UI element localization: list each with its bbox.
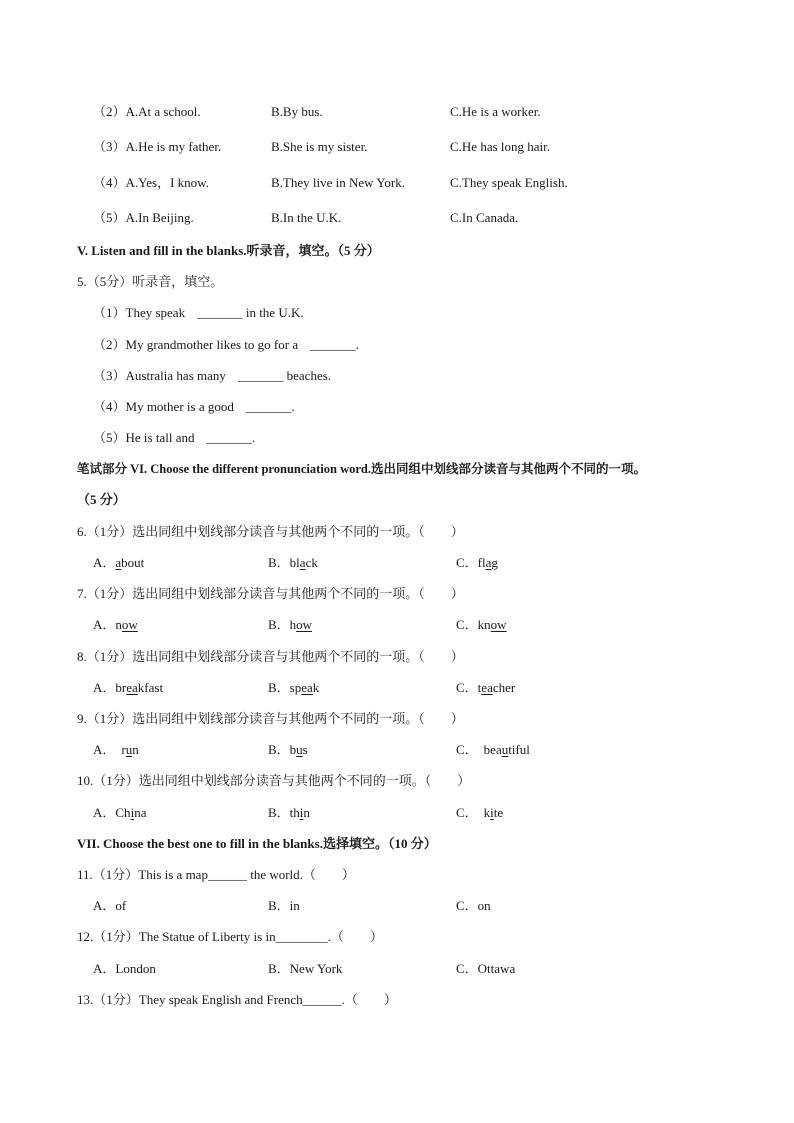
option-a: A.At a school. [125,104,201,119]
option-a [93,617,138,633]
option-c [456,680,515,696]
section-6-heading: 笔试部分 VI. Choose the different pronunciation word.选出同组中划线部分读音与其他两个不同的一项。 [77,462,646,476]
option-label: A． [93,805,116,820]
item-4-3 [93,139,221,155]
word-part: kfast [137,680,164,695]
fill-item [93,430,255,446]
option-a: A.In Beijing. [125,210,194,225]
underlined-part: a [115,555,122,570]
option-b [268,555,318,571]
option-a: A.Yes，I know. [125,175,209,190]
option-label: C． [456,617,478,632]
word-part: n [132,742,139,757]
item-text: . [251,430,256,445]
underlined-part: ea [481,680,493,695]
option-a [93,805,146,821]
blank: _______ [206,430,252,445]
question-stem: 9.（1分）选出同组中划线部分读音与其他两个不同的一项。（ ） [77,711,464,726]
item-4-4 [93,175,209,191]
option-b [268,961,342,977]
underlined-part: u [125,742,133,757]
option-b: B.She is my sister. [271,139,368,154]
option-b: B.By bus. [271,104,323,119]
option-label: A． [93,961,116,976]
word-part: br [115,680,127,695]
question-stem: 12.（1分）The Statue of Liberty is in________.（ ） [77,929,383,944]
section-6-heading-score: （5 分） [77,492,126,507]
question-stem: 6.（1分）选出同组中划线部分读音与其他两个不同的一项。（ ） [77,524,464,539]
blank: _______ [197,305,243,320]
section-7-heading: VII. Choose the best one to fill in the blanks.选择填空。（10 分） [77,836,437,851]
underlined-part: ow [121,617,138,632]
item-number: （2） [93,337,126,352]
word-part: sp [289,680,302,695]
underlined-part: a [485,555,492,570]
option-b: B.In the U.K. [271,210,342,225]
item-text: My mother is a good [125,399,234,414]
option-label: A． [93,742,116,757]
underlined-part: ow [296,617,313,632]
item-text: Australia has many [125,368,226,383]
word-part: t [477,680,482,695]
fill-item [93,305,304,321]
option-c [456,898,491,914]
option-text: London [115,961,156,976]
underlined-part: u [296,742,303,757]
option-label: B． [268,961,290,976]
item-number: （3） [93,368,126,383]
option-a [93,742,139,758]
option-text: New York [289,961,343,976]
word-part: r [121,742,126,757]
word-part: tiful [508,742,530,757]
fill-item [93,337,359,353]
item-number: （4） [93,399,126,414]
option-c: C.In Canada. [450,210,519,225]
option-label: C． [456,961,478,976]
option-b [268,680,319,696]
option-c [456,961,515,977]
option-label: B． [268,680,290,695]
option-label: B． [268,742,290,757]
underlined-part: a [299,555,306,570]
option-c: C.He is a worker. [450,104,541,119]
fill-item [93,368,331,384]
option-c [456,805,503,821]
question-stem: 7.（1分）选出同组中划线部分读音与其他两个不同的一项。（ ） [77,586,464,601]
word-part: s [302,742,308,757]
word-part: g [491,555,498,570]
word-part: Ch [115,805,131,820]
option-label: A． [93,617,116,632]
option-label: A． [93,898,116,913]
option-label: A． [93,680,116,695]
option-a [93,680,163,696]
word-part: bl [289,555,300,570]
question-stem: 10.（1分）选出同组中划线部分读音与其他两个不同的一项。（ ） [77,773,471,788]
word-part: bea [483,742,502,757]
underlined-part: i [490,805,494,820]
word-part: kn [477,617,491,632]
blank: _______ [310,337,356,352]
blank: _______ [245,399,292,414]
word-part: cher [492,680,516,695]
underlined-part: i [299,805,304,820]
option-label: C． [456,555,478,570]
item-number: （5） [93,430,126,445]
question-stem: 11.（1分）This is a map______ the world.（ ） [77,867,355,882]
word-part: k [483,805,491,820]
option-b [268,617,312,633]
word-part: te [493,805,504,820]
option-label: B． [268,898,290,913]
underlined-part: ea [126,680,138,695]
word-part: b [289,742,297,757]
option-text: in [289,898,300,913]
option-label: C． [456,898,478,913]
option-b [268,742,308,758]
item-number: （5） [93,210,126,225]
underlined-part: ow [490,617,507,632]
option-c [456,555,498,571]
underlined-part: u [501,742,509,757]
word-part: ck [305,555,318,570]
item-text: beaches. [286,368,332,383]
item-text: . [291,399,295,414]
option-b [268,805,310,821]
question-stem: 8.（1分）选出同组中划线部分读音与其他两个不同的一项。（ ） [77,649,464,664]
option-text: of [115,898,127,913]
item-text: My grandmother likes to go for a [125,337,299,352]
option-a [93,898,126,914]
underlined-part: i [130,805,135,820]
word-part: bout [121,555,145,570]
item-text: in the U.K. [245,305,304,320]
item-4-5 [93,210,194,226]
word-part: na [134,805,147,820]
word-part: n [303,805,310,820]
item-text: They speak [125,305,186,320]
word-part: th [289,805,300,820]
option-label: C． [456,680,478,695]
item-4-2 [93,104,201,120]
section-5-heading: V. Listen and fill in the blanks.听录音，填空。（5 分） [77,243,380,258]
word-part: h [289,617,297,632]
item-number: （3） [93,139,126,154]
item-number: （2） [93,104,126,119]
option-c: C.He has long hair. [450,139,551,154]
option-label: C． [456,742,478,757]
option-label: B． [268,617,290,632]
fill-item [93,399,295,415]
option-c: C.They speak English. [450,175,568,190]
word-part: n [115,617,122,632]
word-part: fl [477,555,486,570]
option-text: on [477,898,491,913]
option-text: Ottawa [477,961,516,976]
option-label: C． [456,805,478,820]
option-b [268,898,300,914]
option-b: B.They live in New York. [271,175,405,190]
option-label: B． [268,805,290,820]
item-number: （1） [93,305,126,320]
question-5-stem: 5.（5分）听录音，填空。 [77,274,224,289]
option-a: A.He is my father. [125,139,222,154]
item-text: . [355,337,359,352]
option-c [456,742,530,758]
blank: _______ [237,368,284,383]
option-a [93,555,144,571]
item-text: He is tall and [125,430,195,445]
underlined-part: ea [301,680,313,695]
option-a [93,961,156,977]
word-part: k [312,680,320,695]
option-label: B． [268,555,290,570]
option-label: A． [93,555,116,570]
item-number: （4） [93,175,126,190]
option-c [456,617,507,633]
question-stem: 13.（1分）They speak English and French______.（ ） [77,992,397,1007]
